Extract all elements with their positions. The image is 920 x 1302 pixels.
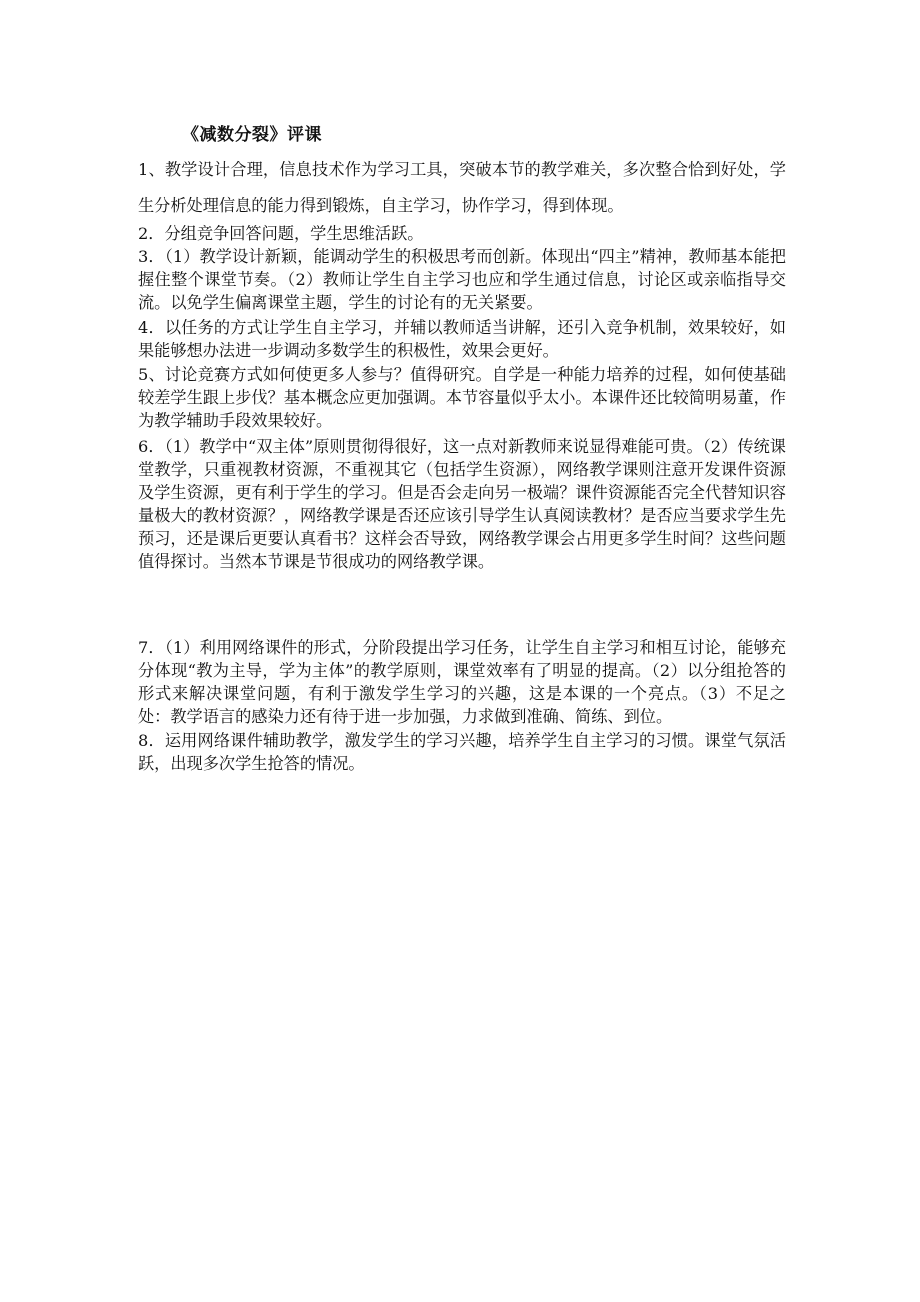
review-paragraph-6: 6．（1）教学中“双主体”原则贯彻得很好，这一点对新教师来说显得难能可贵。（2）传统课堂教学，只重视教材资源，不重视其它（包括学生资源），网络教学课则注意开发课件资源及学生资源，更有利于学生的学习。但是否会走向另一极端？课件资源能否完全代替知识容量极大的教材资源？，网络教学课是否还应该引导学生认真阅读教材？是否应当要求学生先预习，还是课后更要认真看书？这样会否导致，网络教学课会占用更多学生时间？这些问题值得探讨。当然本节课是节很成功的网络教学课。 xyxy=(138,437,786,571)
review-paragraph-3: 3．（1）教学设计新颖，能调动学生的积极思考而创新。体现出“四主”精神，教师基本能把握住整个课堂节奏。（2）教师让学生自主学习也应和学生通过信息，讨论区或亲临指导交流。以免学生偏离课堂主题，学生的讨论有的无关紧要。 xyxy=(138,247,786,312)
document-title: 《减数分裂》评课 xyxy=(182,125,322,145)
review-paragraph-4: 4．以任务的方式让学生自主学习，并辅以教师适当讲解，还引入竞争机制，效果较好，如果能够想办法进一步调动多数学生的积极性，效果会更好。 xyxy=(138,318,786,360)
review-paragraph-5: 5、讨论竞赛方式如何使更多人参与？值得研究。自学是一种能力培养的过程，如何使基础较差学生跟上步伐？基本概念应更加强调。本节容量似乎太小。本课件还比较简明易董，作为教学辅助手段效果较好。 xyxy=(138,365,786,430)
review-paragraph-2: 2．分组竞争回答问题，学生思维活跃。 xyxy=(138,224,424,243)
review-paragraph-1: 1、教学设计合理，信息技术作为学习工具，突破本节的教学难关，多次整合恰到好处，学生分析处理信息的能力得到锻炼，自主学习，协作学习，得到体现。 xyxy=(138,160,786,215)
review-paragraph-8: 8．运用网络课件辅助教学，激发学生的学习兴趣，培养学生自主学习的习惯。课堂气氛活跃，出现多次学生抢答的情况。 xyxy=(138,731,786,773)
review-paragraph-7: 7．（1）利用网络课件的形式，分阶段提出学习任务，让学生自主学习和相互讨论，能够充分体现“教为主导，学为主体”的教学原则，课堂效率有了明显的提高。（2）以分组抢答的形式来解决课堂问题，有利于激发学生学习的兴趣，这是本课的一个亮点。（3）不足之处：教学语言的感染力还有待于进一步加强，力求做到准确、简练、到位。 xyxy=(138,638,786,726)
